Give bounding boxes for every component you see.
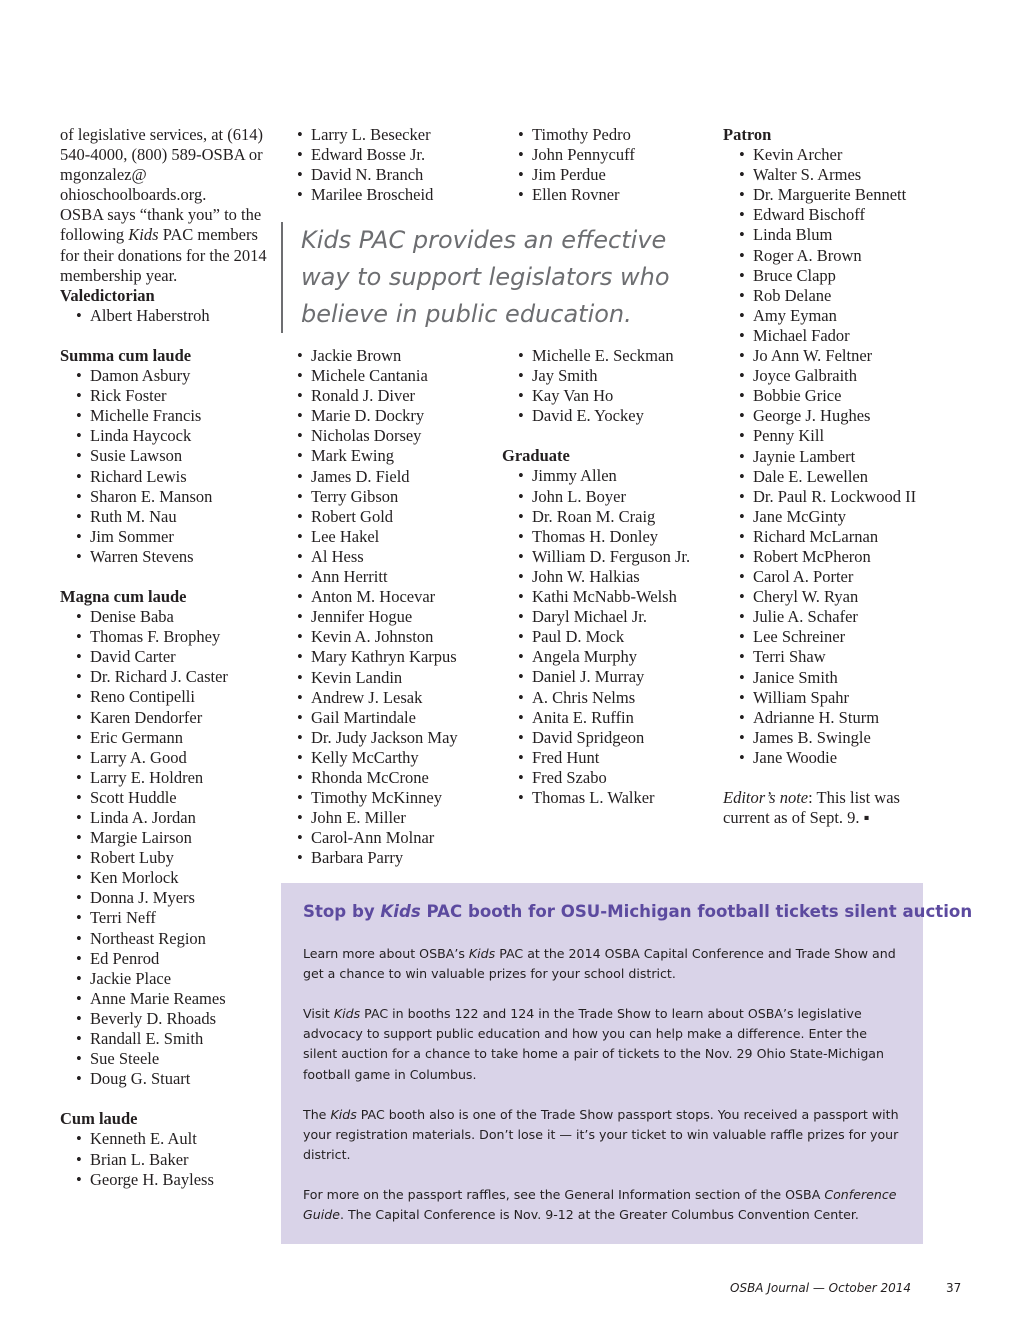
list-item: • James B. Swingle xyxy=(723,728,923,748)
list-item: • Jaynie Lambert xyxy=(723,447,923,467)
col3-bottom-list xyxy=(517,346,712,426)
list-item: • Sharon E. Manson xyxy=(60,487,270,507)
auction-paragraph-3: The Kids PAC booth also is one of the Trade Show passport stops. You received a passport with your registration materials. Don’t lose it — it’s your ticket to win valuable raffle prizes for your district. xyxy=(303,1106,899,1162)
summa-list xyxy=(60,366,270,567)
valedictorian-list xyxy=(60,306,270,326)
col3-top-list xyxy=(517,125,712,205)
list-item: • Thomas L. Walker xyxy=(502,788,712,808)
list-item: • William D. Ferguson Jr. xyxy=(502,547,712,567)
auction-box-title: Stop by Kids PAC booth for OSU-Michigan football tickets silent auction xyxy=(303,902,973,921)
summa-section xyxy=(60,346,270,567)
editors-note: Editor’s note: This list was current as of Sept. 9. ▪ xyxy=(723,788,900,828)
list-item: • Thomas H. Donley xyxy=(502,527,712,547)
list-item: • Mary Kathryn Karpus xyxy=(296,647,501,667)
list-item: • Ronald J. Diver xyxy=(296,386,501,406)
page-number: 37 xyxy=(946,1281,962,1295)
magna-section xyxy=(60,587,270,1089)
list-item: • Donna J. Myers xyxy=(60,888,270,908)
column-3-top xyxy=(517,125,712,205)
list-item: • David N. Branch xyxy=(296,165,501,185)
list-item: • Sue Steele xyxy=(60,1049,270,1069)
magna-heading: Magna cum laude xyxy=(60,586,187,606)
list-item: • Terri Shaw xyxy=(723,647,923,667)
list-item: • Linda Haycock xyxy=(60,426,270,446)
graduate-list xyxy=(502,466,712,808)
patron-heading: Patron xyxy=(723,125,772,144)
graduate-heading: Graduate xyxy=(502,446,570,466)
list-item: • Randall E. Smith xyxy=(60,1029,270,1049)
list-item: • Susie Lawson xyxy=(60,446,270,466)
list-item: • Carol A. Porter xyxy=(723,567,923,587)
column-3-bottom xyxy=(502,346,712,808)
list-item: • Rhonda McCrone xyxy=(296,768,501,788)
intro-contact-paragraph: of legislative services, at (614) 540-4000, (800) 589-OSBA or mgonzalez@ ohioschoolboards.org. xyxy=(60,125,263,205)
list-item: • Daryl Michael Jr. xyxy=(502,607,712,627)
list-item: • Dale E. Lewellen xyxy=(723,467,923,487)
list-item: • Robert McPheron xyxy=(723,547,923,567)
list-item: • Mark Ewing xyxy=(296,446,501,466)
list-item: • Larry L. Besecker xyxy=(296,125,501,145)
list-item: • Terri Neff xyxy=(60,908,270,928)
list-item: • Carol-Ann Molnar xyxy=(296,828,501,848)
list-item: • John E. Miller xyxy=(296,808,501,828)
cum-heading: Cum laude xyxy=(60,1109,138,1129)
list-item: • Jay Smith xyxy=(517,366,712,386)
list-item: • Anne Marie Reames xyxy=(60,989,270,1009)
list-item: • Timothy Pedro xyxy=(517,125,712,145)
list-item: • Terry Gibson xyxy=(296,487,501,507)
list-item: • Lee Schreiner xyxy=(723,627,923,647)
list-item: • Rick Foster xyxy=(60,386,270,406)
list-item: • Jimmy Allen xyxy=(502,466,712,486)
list-item: • David E. Yockey xyxy=(517,406,712,426)
list-item: • Julie A. Schafer xyxy=(723,607,923,627)
summa-heading: Summa cum laude xyxy=(60,345,192,365)
list-item: • Linda Blum xyxy=(723,225,923,245)
list-item: • Jane Woodie xyxy=(723,748,923,768)
list-item: • George J. Hughes xyxy=(723,406,923,426)
auction-box-body xyxy=(303,944,903,1245)
list-item: • Adrianne H. Sturm xyxy=(723,708,923,728)
pull-quote: Kids PAC provides an effective way to support legislators who believe in public education. xyxy=(281,222,721,333)
list-item: • Paul D. Mock xyxy=(502,627,712,647)
list-item: • Kathi McNabb-Welsh xyxy=(502,587,712,607)
list-item: • George H. Bayless xyxy=(60,1170,270,1190)
list-item: • Reno Contipelli xyxy=(60,687,270,707)
list-item: • Brian L. Baker xyxy=(60,1150,270,1170)
column-2-bottom xyxy=(296,346,501,868)
list-item: • Kelly McCarthy xyxy=(296,748,501,768)
list-item: • Andrew J. Lesak xyxy=(296,688,501,708)
list-item: • Ann Herritt xyxy=(296,567,501,587)
list-item: • Dr. Paul R. Lockwood II xyxy=(723,487,923,507)
list-item: • Ken Morlock xyxy=(60,868,270,888)
list-item: • Marie D. Dockry xyxy=(296,406,501,426)
valedictorian-section xyxy=(60,286,270,326)
list-item: • Jim Perdue xyxy=(517,165,712,185)
auction-info-box xyxy=(281,883,973,1244)
list-item: • Denise Baba xyxy=(60,607,270,627)
list-item: • Jo Ann W. Feltner xyxy=(723,346,923,366)
list-item: • Joyce Galbraith xyxy=(723,366,923,386)
list-item: • Beverly D. Rhoads xyxy=(60,1009,270,1029)
list-item: • William Spahr xyxy=(723,688,923,708)
magna-list xyxy=(60,607,270,1089)
list-item: • Karen Dendorfer xyxy=(60,708,270,728)
list-item: • Dr. Judy Jackson May xyxy=(296,728,501,748)
list-item: • Bobbie Grice xyxy=(723,386,923,406)
column-4 xyxy=(723,125,923,828)
list-item: • Warren Stevens xyxy=(60,547,270,567)
list-item: • Roger A. Brown xyxy=(723,246,923,266)
patron-list xyxy=(723,145,923,768)
cum-list xyxy=(60,1129,270,1189)
list-item: • Marilee Broscheid xyxy=(296,185,501,205)
list-item: • Dr. Marguerite Bennett xyxy=(723,185,923,205)
list-item: • Penny Kill xyxy=(723,426,923,446)
list-item: • Robert Gold xyxy=(296,507,501,527)
list-item: • Angela Murphy xyxy=(502,647,712,667)
list-item: • Albert Haberstroh xyxy=(60,306,270,326)
list-item: • Fred Hunt xyxy=(502,748,712,768)
list-item: • Michael Fador xyxy=(723,326,923,346)
list-item: • Michelle Francis xyxy=(60,406,270,426)
list-item: • Kevin Landin xyxy=(296,668,501,688)
intro-thanks-paragraph: OSBA says “thank you” to the following Kids PAC members for their donations for the 2014 membership year. xyxy=(60,205,267,285)
list-item: • Northeast Region xyxy=(60,929,270,949)
list-item: • Dr. Richard J. Caster xyxy=(60,667,270,687)
list-item: • Doug G. Stuart xyxy=(60,1069,270,1089)
list-item: • Richard Lewis xyxy=(60,467,270,487)
list-item: • Jane McGinty xyxy=(723,507,923,527)
auction-paragraph-2: Visit Kids PAC in booths 122 and 124 in the Trade Show to learn about OSBA’s legislative advocacy to support public education and how you can help make a difference. Enter the silent auction for a chance to take home a pair of tickets to the Nov. 29 Ohio State-Michigan football game in Columbus. xyxy=(303,1006,885,1082)
list-item: • James D. Field xyxy=(296,467,501,487)
cum-section xyxy=(60,1109,270,1189)
list-item: • Larry E. Holdren xyxy=(60,768,270,788)
list-item: • Thomas F. Brophey xyxy=(60,627,270,647)
list-item: • Gail Martindale xyxy=(296,708,501,728)
list-item: • Ruth M. Nau xyxy=(60,507,270,527)
list-item: • Ellen Rovner xyxy=(517,185,712,205)
list-item: • John Pennycuff xyxy=(517,145,712,165)
list-item: • Anita E. Ruffin xyxy=(502,708,712,728)
list-item: • John L. Boyer xyxy=(502,487,712,507)
list-item: • Robert Luby xyxy=(60,848,270,868)
list-item: • Damon Asbury xyxy=(60,366,270,386)
auction-paragraph-1: Learn more about OSBA’s Kids PAC at the 2014 OSBA Capital Conference and Trade Show and get a chance to win valuable prizes for your school district. xyxy=(303,946,896,982)
list-item: • Al Hess xyxy=(296,547,501,567)
valedictorian-heading: Valedictorian xyxy=(60,285,155,305)
list-item: • Walter S. Armes xyxy=(723,165,923,185)
list-item: • Jennifer Hogue xyxy=(296,607,501,627)
col2-top-list xyxy=(296,125,501,205)
list-item: • Kay Van Ho xyxy=(517,386,712,406)
list-item: • David Spridgeon xyxy=(502,728,712,748)
list-item: • David Carter xyxy=(60,647,270,667)
list-item: • Michele Cantania xyxy=(296,366,501,386)
list-item: • Jackie Brown xyxy=(296,346,501,366)
list-item: • Fred Szabo xyxy=(502,768,712,788)
list-item: • Daniel J. Murray xyxy=(502,667,712,687)
list-item: • Barbara Parry xyxy=(296,848,501,868)
list-item: • Amy Eyman xyxy=(723,306,923,326)
list-item: • Richard McLarnan xyxy=(723,527,923,547)
list-item: • Bruce Clapp xyxy=(723,266,923,286)
list-item: • John W. Halkias xyxy=(502,567,712,587)
list-item: • Kenneth E. Ault xyxy=(60,1129,270,1149)
list-item: • Anton M. Hocevar xyxy=(296,587,501,607)
list-item: • Rob Delane xyxy=(723,286,923,306)
list-item: • Edward Bischoff xyxy=(723,205,923,225)
list-item: • Cheryl W. Ryan xyxy=(723,587,923,607)
list-item: • Nicholas Dorsey xyxy=(296,426,501,446)
list-item: • Larry A. Good xyxy=(60,748,270,768)
list-item: • Jackie Place xyxy=(60,969,270,989)
list-item: • Scott Huddle xyxy=(60,788,270,808)
list-item: • Janice Smith xyxy=(723,668,923,688)
list-item: • Kevin Archer xyxy=(723,145,923,165)
auction-paragraph-4: For more on the passport raffles, see the General Information section of the OSBA Conference Guide. The Capital Conference is Nov. 9-12 at the Greater Columbus Convention Center. xyxy=(303,1187,897,1223)
list-item: • Ed Penrod xyxy=(60,949,270,969)
list-item: • Eric Germann xyxy=(60,728,270,748)
journal-footer: OSBA Journal — October 2014 xyxy=(730,1281,912,1295)
list-item: • Michelle E. Seckman xyxy=(517,346,712,366)
list-item: • A. Chris Nelms xyxy=(502,688,712,708)
list-item: • Edward Bosse Jr. xyxy=(296,145,501,165)
col2-bottom-list xyxy=(296,346,501,868)
column-2-top xyxy=(296,125,501,205)
list-item: • Linda A. Jordan xyxy=(60,808,270,828)
list-item: • Kevin A. Johnston xyxy=(296,627,501,647)
list-item: • Jim Sommer xyxy=(60,527,270,547)
list-item: • Lee Hakel xyxy=(296,527,501,547)
column-1 xyxy=(60,125,270,1190)
list-item: • Margie Lairson xyxy=(60,828,270,848)
list-item: • Dr. Roan M. Craig xyxy=(502,507,712,527)
list-item: • Timothy McKinney xyxy=(296,788,501,808)
